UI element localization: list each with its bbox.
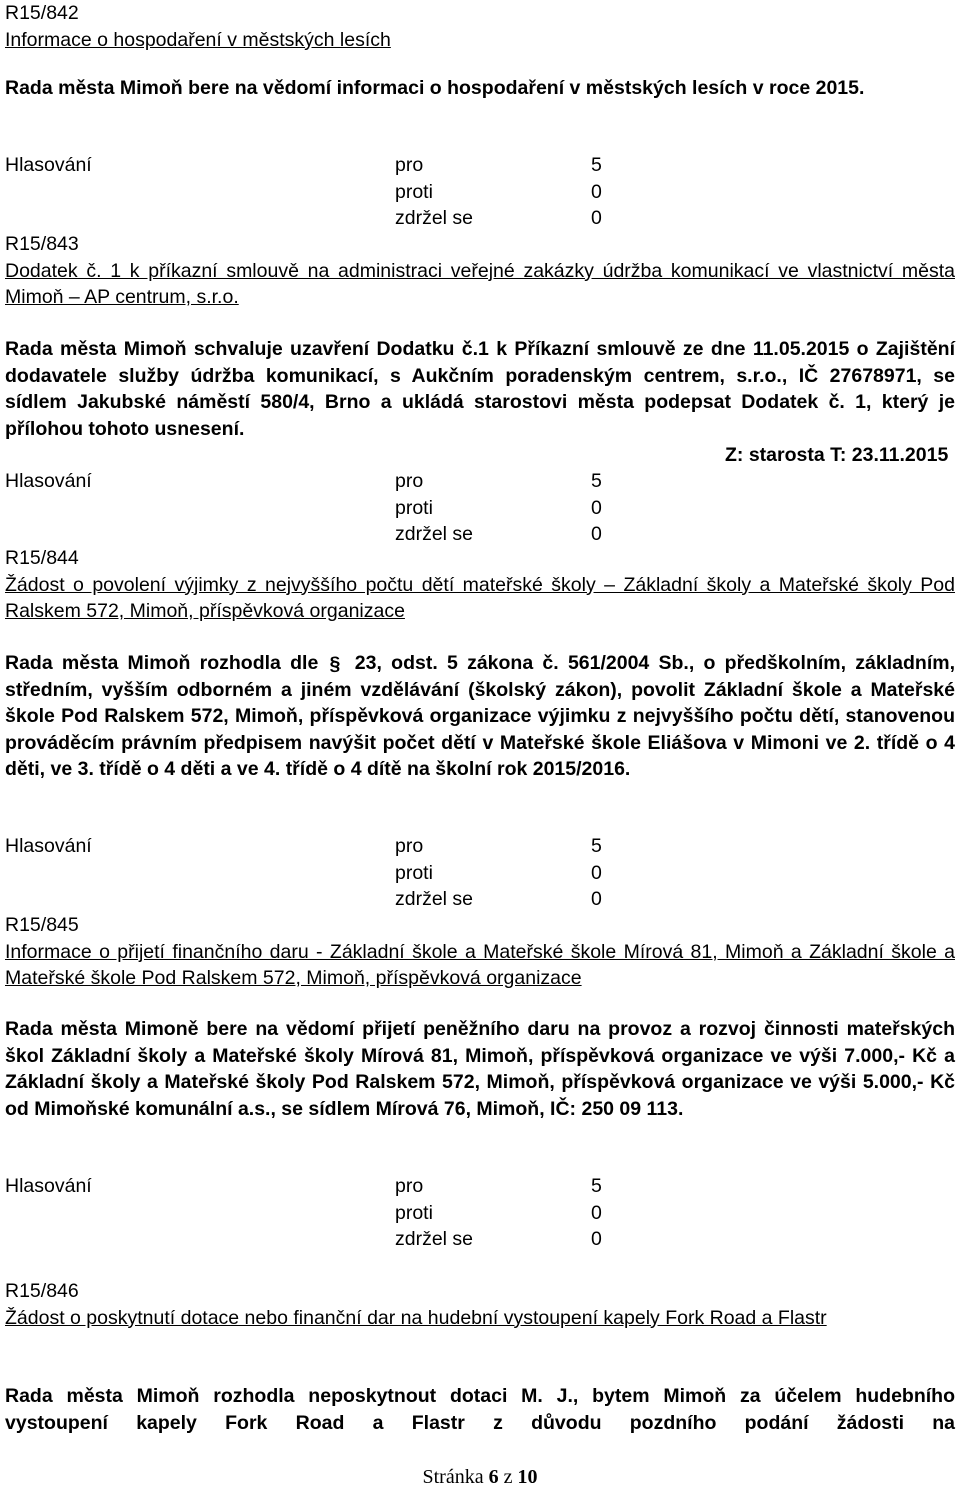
vote-zdrzel-value: 0 (591, 1228, 602, 1250)
vote-block (5, 152, 705, 232)
resolution-number: R15/845 (5, 914, 79, 936)
resolution-number: R15/843 (5, 233, 79, 255)
resolution-title: Informace o přijetí finančního daru - Základní škole a Mateřské škole Mírová 81, Mimoň a Základní škole a Mateřské škole Pod Ralskem 572, Mimoň, příspěvková organizace (5, 940, 955, 989)
resolution-item (5, 1278, 955, 1331)
vote-pro-label: pro (395, 835, 424, 857)
vote-proti-value: 0 (591, 180, 602, 203)
vote-zdrzel-value: 0 (591, 888, 602, 910)
vote-zdrzel-label: zdržel se (395, 523, 474, 545)
resolution-item (5, 545, 955, 625)
vote-zdrzel-value: 0 (591, 523, 602, 545)
resolution-item (5, 0, 955, 53)
vote-proti-label: proti (395, 1201, 433, 1224)
vote-proti-value: 0 (591, 496, 602, 519)
vote-block (5, 468, 705, 548)
resolution-title: Žádost o povolení výjimky z nejvyššího počtu dětí mateřské školy – Základní školy a Mateřské školy Pod Ralskem 572, Mimoň, příspěvková organizace (5, 573, 955, 622)
resolution-item (5, 231, 955, 311)
resolution-text-start: Rada města Mimoň rozhodla dle (5, 652, 319, 674)
vote-zdrzel-value: 0 (591, 207, 602, 229)
footer-of: z (503, 1466, 513, 1488)
vote-pro-label: pro (395, 1175, 424, 1197)
vote-pro-value: 5 (591, 154, 602, 176)
vote-block (5, 833, 705, 913)
vote-proti-value: 0 (591, 861, 602, 884)
resolution-title: Dodatek č. 1 k příkazní smlouvě na administraci veřejné zakázky údržba komunikací ve vlastnictví města Mimoň – AP centrum, s.r.o. (5, 259, 955, 308)
resolution-title: Žádost o poskytnutí dotace nebo finanční dar na hudební vystoupení kapely Fork Road a Flastr (5, 1306, 827, 1329)
vote-title: Hlasování (5, 1175, 92, 1197)
resolution-title: Informace o hospodaření v městských lesích (5, 28, 391, 51)
footer-page-total: 10 (517, 1466, 538, 1488)
vote-proti-label: proti (395, 496, 433, 519)
resolution-number: R15/844 (5, 547, 79, 569)
resolution-text-rest: 23, odst. 5 zákona č. 561/2004 Sb., o předškolním, základním, středním, vyšším odborném a jiném vzdělávání (školský zákon), povolit Základní škole a Mateřské škole Pod Ralskem 572, Mimoň, příspěvková organizace výjimku z nejvyššího počtu dětí, stanovenou prováděcím právním předpisem navýšit počet dětí v Mateřské škole Eliášova v Mimoni ve 2. třídě o 4 děti, ve 3. třídě o 4 děti a ve 4. třídě o 4 dítě na školní rok 2015/2016. (5, 652, 955, 780)
resolution-number: R15/842 (5, 2, 79, 24)
footer-prefix: Stránka (422, 1466, 484, 1488)
deadline-line: Z: starosta T: 23.11.2015 (725, 444, 949, 466)
resolution-text: Rada města Mimoň schvaluje uzavření Dodatku č.1 k Příkazní smlouvě ze dne 11.05.2015 o Zajištění dodavatele služby údržba komunikací, s Aukčním poradenským centrem, s.r.o., IČ 27678971, se sídlem Jakubské náměstí 580/4, Brno a ukládá starostovi města podepsat Dodatek č. 1, který je přílohou tohoto usnesení. (5, 338, 955, 440)
vote-pro-label: pro (395, 154, 424, 176)
vote-proti-label: proti (395, 180, 433, 203)
footer-page-number: 6 (488, 1466, 499, 1488)
vote-zdrzel-label: zdržel se (395, 207, 474, 229)
vote-zdrzel-label: zdržel se (395, 1228, 474, 1250)
paragraph-sign-icon (328, 653, 346, 673)
vote-pro-value: 5 (591, 470, 602, 492)
resolution-number: R15/846 (5, 1280, 79, 1302)
resolution-text: Rada města Mimoně bere na vědomí přijetí peněžního daru na provoz a rozvoj činnosti mateřských škol Základní školy a Mateřské školy Mírová 81, Mimoň, příspěvková organizace ve výši 7.000,- Kč a Základní školy a Mateřské školy Pod Ralskem 572, Mimoň, příspěvková organizace ve výši 5.000,- Kč od Mimoňské komunální a.s., se sídlem Mírová 76, Mimoň, IČ: 250 09 113. (5, 1018, 955, 1120)
vote-title: Hlasování (5, 154, 92, 176)
vote-pro-value: 5 (591, 1175, 602, 1197)
resolution-item (5, 912, 955, 992)
page-footer (0, 1464, 960, 1491)
vote-pro-value: 5 (591, 835, 602, 857)
resolution-text: Rada města Mimoň rozhodla neposkytnout dotaci M. J., bytem Mimoň za účelem hudebního vystoupení kapely Fork Road a Flastr z důvodu pozdního podání žádosti na (5, 1385, 955, 1434)
vote-title: Hlasování (5, 470, 92, 492)
vote-pro-label: pro (395, 470, 424, 492)
vote-zdrzel-label: zdržel se (395, 888, 474, 910)
resolution-text: Rada města Mimoň bere na vědomí informaci o hospodaření v městských lesích v roce 2015. (5, 77, 865, 99)
vote-proti-value: 0 (591, 1201, 602, 1224)
vote-block (5, 1173, 705, 1253)
vote-proti-label: proti (395, 861, 433, 884)
resolution-text (5, 650, 955, 783)
vote-title: Hlasování (5, 835, 92, 857)
